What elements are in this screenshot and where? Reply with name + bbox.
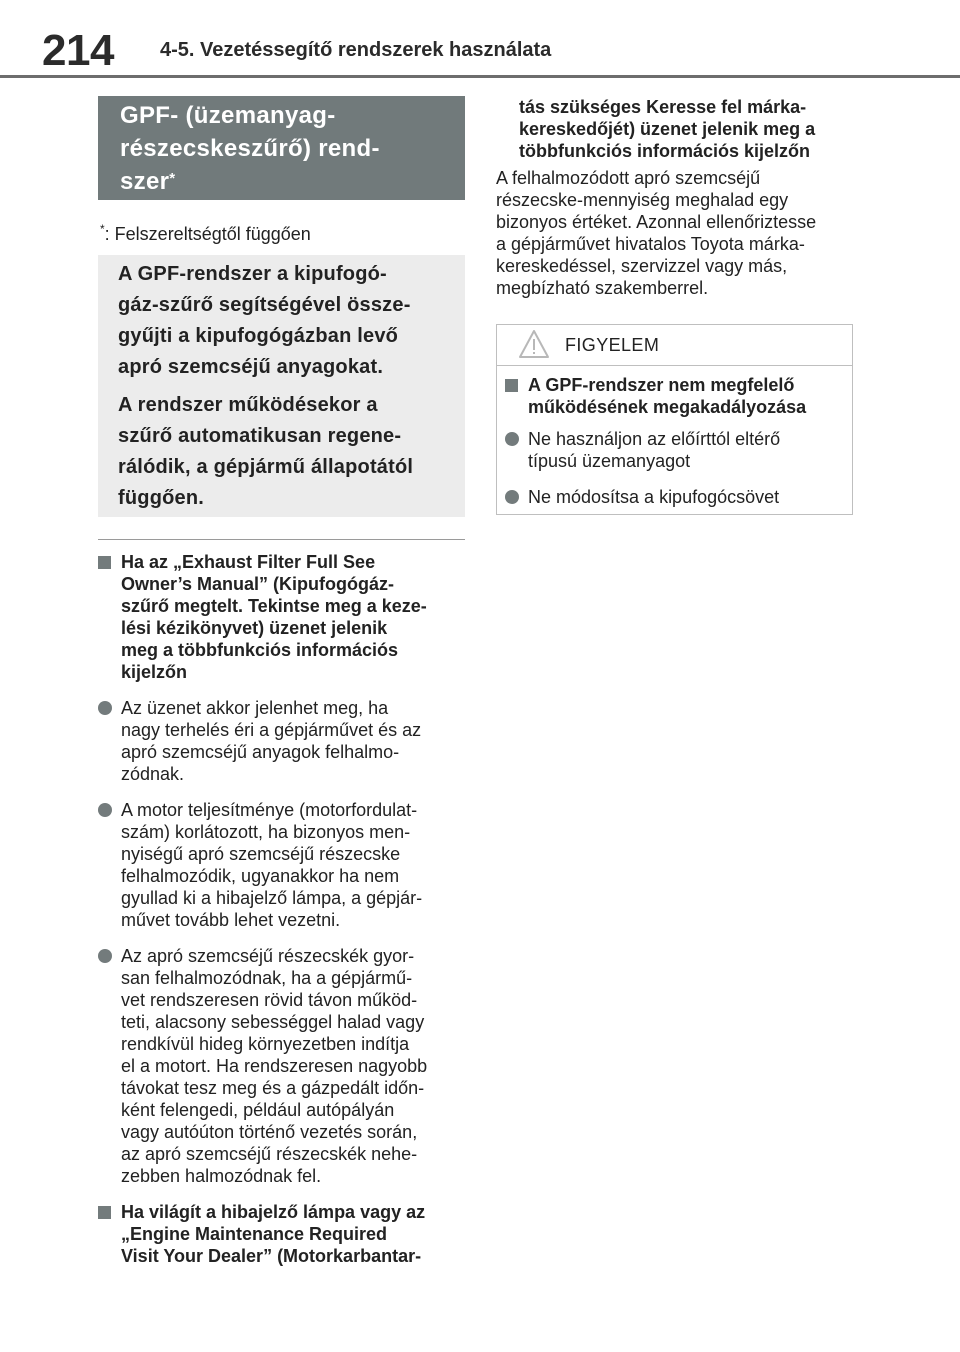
heading-line: meg a többfunkciós információs (121, 640, 399, 660)
footnote-marker: * (100, 222, 105, 236)
page-header (0, 0, 960, 80)
heading-line: Ha az „Exhaust Filter Full See (121, 552, 376, 572)
text-line: gyullad ki a hibajelző lámpa, a gépjár- (121, 888, 423, 908)
text-line: művet tovább lehet vezetni. (121, 910, 341, 930)
text-line: nagy terhelés éri a gépjárművet és az (121, 720, 422, 740)
summary-line: A GPF-rendszer a kipufogó- (118, 263, 387, 285)
text-line: rendkívül hideg környezetben indítja (121, 1034, 410, 1054)
summary-line: rálódik, a gépjármű állapotától (118, 456, 414, 478)
warning-body (497, 366, 852, 508)
heading-line: többfunkciós információs kijelzőn (519, 141, 811, 161)
section-title-line: részecskeszűrő) rend- (120, 135, 380, 162)
text-line: távokat tesz meg és a gázpedált időn- (121, 1078, 425, 1098)
summary-line: gáz-szűrő segítségével össze- (118, 294, 411, 316)
heading-line: működésének megakadályozása (528, 397, 807, 417)
text-line: részecske-mennyiség meghalad egy (496, 190, 789, 210)
header-rule (0, 75, 960, 78)
chapter-title: 4-5. Vezetéssegítő rendszerek használata (160, 39, 552, 61)
text-line: Ne módosítsa a kipufogócsövet (528, 487, 780, 507)
text-line: szám) korlátozott, ha bizonyos men- (121, 822, 411, 842)
square-bullet-icon (505, 379, 518, 392)
section-title-line: GPF- (üzemanyag- (120, 102, 336, 129)
warning-triangle-icon (518, 329, 550, 364)
heading-line: A GPF-rendszer nem megfelelő (528, 375, 795, 395)
text-line: bizonyos értéket. Azonnal ellenőriztesse (496, 212, 817, 232)
text-line: kereskedéssel, szervizzel vagy más, (496, 256, 788, 276)
heading-line: kereskedőjét) üzenet jelenik meg a (519, 119, 816, 139)
summary-line: apró szemcséjű anyagokat. (118, 356, 384, 378)
summary-line: szűrő automatikusan regene- (118, 425, 402, 447)
text-line: Az apró szemcséjű részecskék gyor- (121, 946, 415, 966)
footnote (98, 218, 465, 245)
heading-malfunction-lamp-continued (496, 96, 854, 162)
bullet-paragraph-1 (98, 697, 465, 785)
circle-bullet-icon (505, 432, 519, 446)
body-paragraph (496, 167, 854, 299)
text-line: teti, alacsony sebességgel halad vagy (121, 1012, 425, 1032)
bullet-paragraph-3 (98, 945, 465, 1187)
heading-line: Visit Your Dealer” (Motorkarbantar- (121, 1246, 422, 1266)
circle-bullet-icon (98, 701, 112, 715)
section-title-line-text: szer (120, 168, 170, 195)
circle-bullet-icon (505, 490, 519, 504)
summary-box (98, 255, 465, 517)
text-line: a gépjárművet hivatalos Toyota márka- (496, 234, 805, 254)
circle-bullet-icon (98, 949, 112, 963)
heading-exhaust-filter-full (98, 551, 465, 683)
section-title-marker: * (169, 170, 176, 187)
text-line: megbízható szakemberrel. (496, 278, 709, 298)
heading-line: tás szükséges Keresse fel márka- (519, 97, 807, 117)
text-line: zódnak. (121, 764, 185, 784)
text-line: Ne használjon az előírttól eltérő (528, 429, 781, 449)
heading-line: lési kézikönyvet) üzenet jelenik (121, 618, 388, 638)
warning-bullet-2 (505, 486, 842, 508)
circle-bullet-icon (98, 803, 112, 817)
summary-line: gyűjti a kipufogógázban levő (118, 325, 399, 347)
text-line: az apró szemcséjű részecskék nehe- (121, 1144, 418, 1164)
heading-line: Owner’s Manual” (Kipufogógáz- (121, 574, 394, 594)
text-line: ként felengedi, például autópályán (121, 1100, 395, 1120)
heading-line: kijelzőn (121, 662, 188, 682)
bullet-paragraph-2 (98, 799, 465, 931)
text-line: típusú üzemanyagot (528, 451, 691, 471)
text-line: felhalmozódik, ugyanakkor ha nem (121, 866, 400, 886)
section-title-line (120, 165, 445, 198)
warning-box (496, 324, 853, 515)
divider (98, 539, 465, 540)
heading-line: „Engine Maintenance Required (121, 1224, 388, 1244)
text-line: san felhalmozódnak, ha a gépjármű- (121, 968, 413, 988)
text-line: A felhalmozódott apró szemcséjű (496, 168, 761, 188)
text-line: zebben halmozódnak fel. (121, 1166, 322, 1186)
warning-header (497, 325, 852, 366)
heading-line: szűrő megtelt. Tekintse meg a keze- (121, 596, 427, 616)
summary-paragraph-1 (118, 259, 447, 383)
warning-title: FIGYELEM (565, 335, 660, 355)
text-line: A motor teljesítménye (motorfordulat- (121, 800, 418, 820)
text-line: Az üzenet akkor jelenhet meg, ha (121, 698, 389, 718)
square-bullet-icon (98, 1206, 111, 1219)
summary-paragraph-2 (118, 390, 447, 514)
footnote-text: : Felszereltségtől függően (104, 224, 311, 244)
summary-line: A rendszer működésekor a (118, 394, 378, 416)
text-line: el a motort. Ha rendszeresen nagyobb (121, 1056, 428, 1076)
heading-line: Ha világít a hibajelző lámpa vagy az (121, 1202, 426, 1222)
heading-malfunction-lamp (98, 1201, 465, 1267)
square-bullet-icon (98, 556, 111, 569)
summary-line: függően. (118, 487, 205, 509)
warning-heading (505, 374, 842, 418)
left-column (98, 96, 465, 1267)
text-line: vet rendszeresen rövid távon működ- (121, 990, 418, 1010)
text-line: nyiségű apró szemcséjű részecske (121, 844, 401, 864)
text-line: vagy autóúton történő vezetés során, (121, 1122, 418, 1142)
right-column (496, 96, 854, 299)
text-line: apró szemcséjű anyagok felhalmo- (121, 742, 400, 762)
page-number: 214 (42, 26, 114, 75)
section-title (98, 96, 465, 200)
warning-bullet-1 (505, 428, 842, 472)
